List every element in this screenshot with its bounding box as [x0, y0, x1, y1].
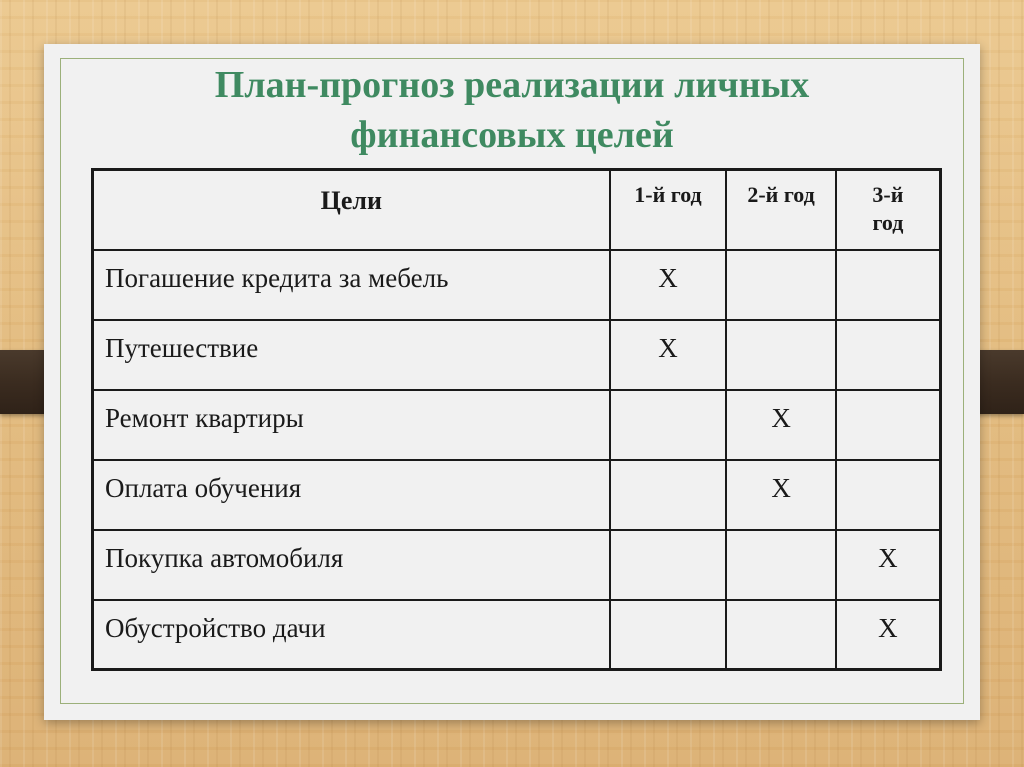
table-row — [93, 460, 941, 530]
slide-title-line-1: План-прогноз реализации личных — [214, 64, 810, 106]
year-1-mark: Х — [610, 320, 727, 390]
goal-cell: Путешествие — [93, 320, 610, 390]
year-2-mark — [726, 250, 836, 320]
year-3-mark — [836, 460, 941, 530]
year-3-mark — [836, 390, 941, 460]
goal-cell: Покупка автомобиля — [93, 530, 610, 600]
year-2-mark: Х — [726, 460, 836, 530]
year-2-mark — [726, 530, 836, 600]
table-row — [93, 320, 941, 390]
year-1-mark: Х — [610, 250, 727, 320]
table-row — [93, 390, 941, 460]
goals-plan-table — [91, 168, 942, 671]
year-3-mark: Х — [836, 530, 941, 600]
header-year-3-line-1: 3-й — [872, 182, 904, 207]
year-1-mark — [610, 390, 727, 460]
slide-title-line-2: финансовых целей — [350, 114, 674, 156]
year-1-mark — [610, 460, 727, 530]
year-3-mark — [836, 250, 941, 320]
year-1-mark — [610, 530, 727, 600]
header-year-2: 2-й год — [726, 170, 836, 250]
year-2-mark: Х — [726, 390, 836, 460]
slide-title — [60, 60, 964, 160]
goal-cell: Ремонт квартиры — [93, 390, 610, 460]
year-2-mark — [726, 320, 836, 390]
table-header-row — [93, 170, 941, 250]
year-2-mark — [726, 600, 836, 670]
year-3-mark — [836, 320, 941, 390]
header-goals: Цели — [93, 170, 610, 250]
header-year-3-line-2: год — [872, 210, 904, 235]
table-row — [93, 600, 941, 670]
goal-cell: Погашение кредита за мебель — [93, 250, 610, 320]
table-row — [93, 530, 941, 600]
goal-cell: Обустройство дачи — [93, 600, 610, 670]
header-year-3 — [836, 170, 941, 250]
table-row — [93, 250, 941, 320]
year-1-mark — [610, 600, 727, 670]
goal-cell: Оплата обучения — [93, 460, 610, 530]
year-3-mark: Х — [836, 600, 941, 670]
header-year-1: 1-й год — [610, 170, 727, 250]
